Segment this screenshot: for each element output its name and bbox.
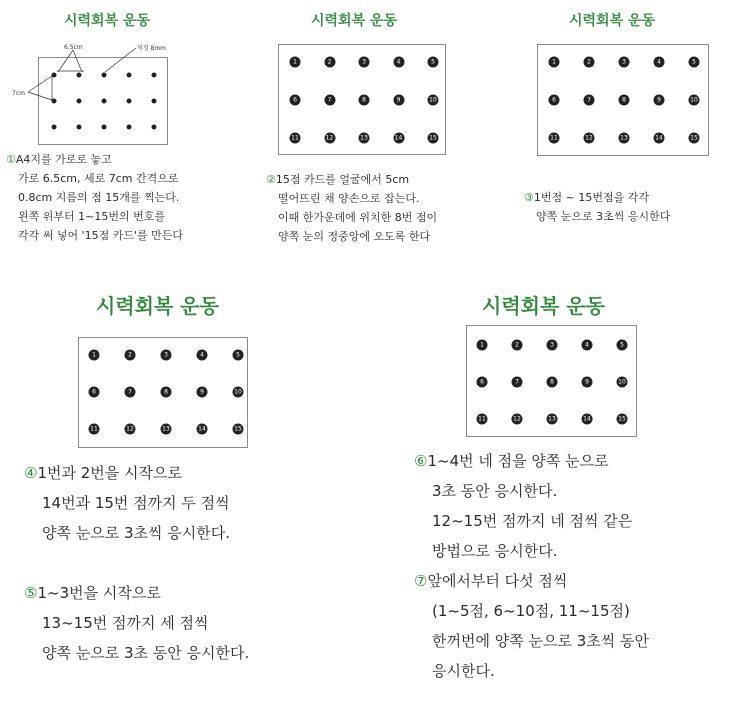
dot-number: 5: [431, 58, 435, 66]
dot-number: 2: [587, 58, 591, 66]
panel-5-caption-line: 한꺼번에 양쪽 눈으로 3초씩 동안: [432, 632, 649, 650]
dot-number: 13: [620, 134, 628, 142]
dot-number: 6: [293, 96, 297, 104]
dot-3: [161, 350, 172, 361]
panel-5-caption-b: [414, 566, 649, 686]
dot-2: [512, 340, 523, 351]
dot-6: [477, 377, 488, 388]
dot-number: 4: [200, 351, 204, 359]
dot-15: [428, 133, 439, 144]
dot-number: 15: [429, 134, 437, 142]
panel-5-caption-line: 응시한다.: [432, 662, 495, 680]
dot-number: 12: [513, 415, 521, 423]
panel-1-caption-line: 가로 6.5cm, 세로 7cm 간격으로: [18, 172, 179, 185]
dot-15: [617, 414, 628, 425]
dot-3: [547, 340, 558, 351]
dot-number: 14: [198, 425, 206, 433]
dot-10: [689, 95, 700, 106]
panel-1-caption: [6, 150, 183, 245]
dot-9: [654, 95, 665, 106]
dot-1: [549, 57, 560, 68]
dot-15: [233, 424, 244, 435]
dot-number: 7: [587, 96, 591, 104]
step-4-mark: ④: [24, 464, 38, 482]
panel-3-caption: [524, 188, 670, 226]
dot-number: 9: [657, 96, 661, 104]
dot-6: [290, 95, 301, 106]
dot-number: 1: [480, 341, 484, 349]
dot-number: 2: [128, 351, 132, 359]
panel-1-caption-line: 왼쪽 위부터 1~15번의 번호를: [18, 210, 165, 223]
panel-3-caption-line: 1번점 ~ 15번점을 각각: [533, 191, 649, 204]
dot-4: [654, 57, 665, 68]
step-3-mark: ③: [524, 191, 534, 204]
dot-14: [582, 414, 593, 425]
dot-13: [547, 414, 558, 425]
dot-number: 13: [162, 425, 170, 433]
dot-number: 9: [585, 378, 589, 386]
dot-number: 14: [655, 134, 663, 142]
dot-2: [584, 57, 595, 68]
dot-number: 3: [362, 58, 366, 66]
dot-9: [197, 387, 208, 398]
dot-number: 11: [478, 415, 486, 423]
dot-number: 11: [550, 134, 558, 142]
dot-number: 1: [552, 58, 556, 66]
dot-1: [89, 350, 100, 361]
dot-number: 6: [92, 388, 96, 396]
dot-2: [324, 57, 335, 68]
panel-3-title: 시력회복 운동: [569, 13, 656, 29]
dot-number: 8: [550, 378, 554, 386]
dot-5: [617, 340, 628, 351]
panel-3-caption-line: 양쪽 눈으로 3초씩 응시한다: [536, 210, 671, 223]
dot-number: 8: [164, 388, 168, 396]
dot-number: 6: [552, 96, 556, 104]
dot-number: 15: [234, 425, 242, 433]
dot-10: [428, 95, 439, 106]
dot-number: 2: [515, 341, 519, 349]
dot-13: [161, 424, 172, 435]
panel-5-dot-card: [466, 325, 637, 437]
dot-number: 9: [396, 96, 401, 104]
dot-number: 7: [515, 378, 519, 386]
dot-10: [617, 377, 628, 388]
dot-14: [197, 424, 208, 435]
dot-11: [549, 133, 560, 144]
dot-12: [512, 414, 523, 425]
dot-number: 10: [618, 378, 626, 386]
dot-6: [549, 95, 560, 106]
dot-7: [512, 377, 523, 388]
dot-number: 12: [585, 134, 593, 142]
panel-3-dot-card: [537, 44, 709, 156]
dot-number: 3: [550, 341, 554, 349]
step-1-mark: ①: [6, 153, 16, 166]
dot-5: [233, 350, 244, 361]
dot-10: [233, 387, 244, 398]
dot-15: [689, 133, 700, 144]
dot-5: [689, 57, 700, 68]
panel-5-caption-a: [414, 446, 632, 566]
dot-4: [393, 57, 404, 68]
panel-4-caption-line: 14번과 15번 점까지 두 점씩: [42, 494, 230, 512]
panel-4-caption-line: 양쪽 눈으로 3초 동안 응시한다.: [42, 644, 250, 662]
panel-5-caption-line: 방법으로 응시한다.: [432, 542, 558, 560]
dot-4: [197, 350, 208, 361]
panel-4-caption-line: 1~3번을 시작으로: [37, 584, 161, 602]
panel-4-caption-line: 1번과 2번을 시작으로: [37, 464, 182, 482]
dot-number: 5: [236, 351, 240, 359]
dot-number: 15: [690, 134, 698, 142]
dot-6: [89, 387, 100, 398]
dot-number: 5: [620, 341, 624, 349]
step-2-mark: ②: [266, 173, 276, 186]
dot-2: [125, 350, 136, 361]
panel-1-caption-line: 0.8cm 지름의 점 15개를 찍는다.: [18, 191, 180, 204]
dot-4: [582, 340, 593, 351]
panel-4-caption-a: [24, 458, 230, 548]
dot-diameter-label: 직경 8mm: [137, 45, 167, 52]
dot-11: [477, 414, 488, 425]
dot-3: [619, 57, 630, 68]
dot-number: 7: [128, 388, 132, 396]
dot-1: [477, 340, 488, 351]
dot-number: 10: [234, 388, 242, 396]
dot-7: [125, 387, 136, 398]
panel-2-title: 시력회복 운동: [311, 13, 398, 29]
panel-5-caption-line: 12~15번 점까지 네 점씩 같은: [432, 512, 633, 530]
panel-4-caption-line: 양쪽 눈으로 3초씩 응시한다.: [42, 524, 231, 542]
dot-number: 5: [692, 58, 696, 66]
panel-2-caption-line: 떨어뜨린 채 양손으로 잡는다.: [278, 192, 420, 205]
panel-2-caption-line: 15점 카드를 얼굴에서 5cm: [275, 173, 410, 186]
dot-number: 11: [90, 425, 98, 433]
panel-5-caption-line: (1~5점, 6~10점, 11~15점): [432, 602, 630, 620]
step-5-mark: ⑤: [24, 584, 38, 602]
dot-number: 15: [618, 415, 626, 423]
dot-1: [290, 57, 301, 68]
dot-number: 6: [480, 378, 484, 386]
dot-11: [89, 424, 100, 435]
dot-8: [619, 95, 630, 106]
dot-number: 3: [622, 58, 626, 66]
dot-3: [359, 57, 370, 68]
dot-number: 10: [690, 96, 698, 104]
panel-1-caption-line: 각각 써 넣어 '15점 카드'를 만든다: [18, 229, 184, 242]
dot-12: [584, 133, 595, 144]
dot-8: [161, 387, 172, 398]
panel-2-caption: [266, 170, 437, 246]
dot-12: [324, 133, 335, 144]
panel-4-dot-card: [78, 337, 248, 448]
dot-14: [393, 133, 404, 144]
dot-11: [290, 133, 301, 144]
dot-number: 13: [548, 415, 556, 423]
panel-5-caption-line: 앞에서부터 다섯 점씩: [427, 572, 568, 590]
dot-number: 11: [291, 134, 299, 142]
dot-13: [359, 133, 370, 144]
dot-number: 2: [327, 58, 332, 66]
panel-1-caption-line: A4지를 가로로 놓고: [15, 153, 112, 166]
dot-7: [584, 95, 595, 106]
dot-number: 7: [327, 96, 332, 104]
dot-number: 1: [92, 351, 96, 359]
dot-number: 10: [429, 96, 437, 104]
panel-1-title: 시력회복 운동: [64, 13, 151, 29]
dot-number: 13: [360, 134, 368, 142]
horizontal-gap-label: 6.5cm: [64, 44, 83, 51]
dot-12: [125, 424, 136, 435]
dot-number: 9: [200, 388, 204, 396]
panel-5-caption-line: 3초 동안 응시한다.: [432, 482, 558, 500]
dot-5: [428, 57, 439, 68]
panel-2-caption-line: 이때 한가운데에 위치한 8번 점이: [278, 211, 438, 224]
dot-number: 12: [325, 134, 334, 142]
panel-5-caption-line: 1~4번 네 점을 양쪽 눈으로: [427, 452, 609, 470]
panel-5-title: 시력회복 운동: [482, 294, 605, 318]
dot-number: 4: [396, 58, 401, 66]
panel-4-caption-line: 13~15번 점까지 세 점씩: [42, 614, 209, 632]
dot-number: 1: [293, 58, 297, 66]
panel-2-caption-line: 양쪽 눈의 정중앙에 오도록 한다: [278, 230, 431, 243]
vertical-gap-label: 7cm: [12, 90, 25, 97]
dot-9: [393, 95, 404, 106]
dot-number: 3: [164, 351, 168, 359]
panel-4-caption-b: [24, 578, 249, 668]
dot-number: 4: [657, 58, 661, 66]
dot-number: 8: [622, 96, 626, 104]
step-7-mark: ⑦: [414, 572, 428, 590]
dot-14: [654, 133, 665, 144]
dot-number: 12: [126, 425, 134, 433]
dot-number: 4: [585, 341, 589, 349]
dot-number: 14: [583, 415, 591, 423]
dot-8: [547, 377, 558, 388]
panel-2-dot-card: [278, 44, 446, 155]
dot-8: [359, 95, 370, 106]
dot-7: [324, 95, 335, 106]
panel-4-title: 시력회복 운동: [96, 294, 219, 318]
dot-number: 14: [394, 134, 403, 142]
dot-number: 8: [362, 96, 366, 104]
dot-13: [619, 133, 630, 144]
step-6-mark: ⑥: [414, 452, 428, 470]
dot-9: [582, 377, 593, 388]
